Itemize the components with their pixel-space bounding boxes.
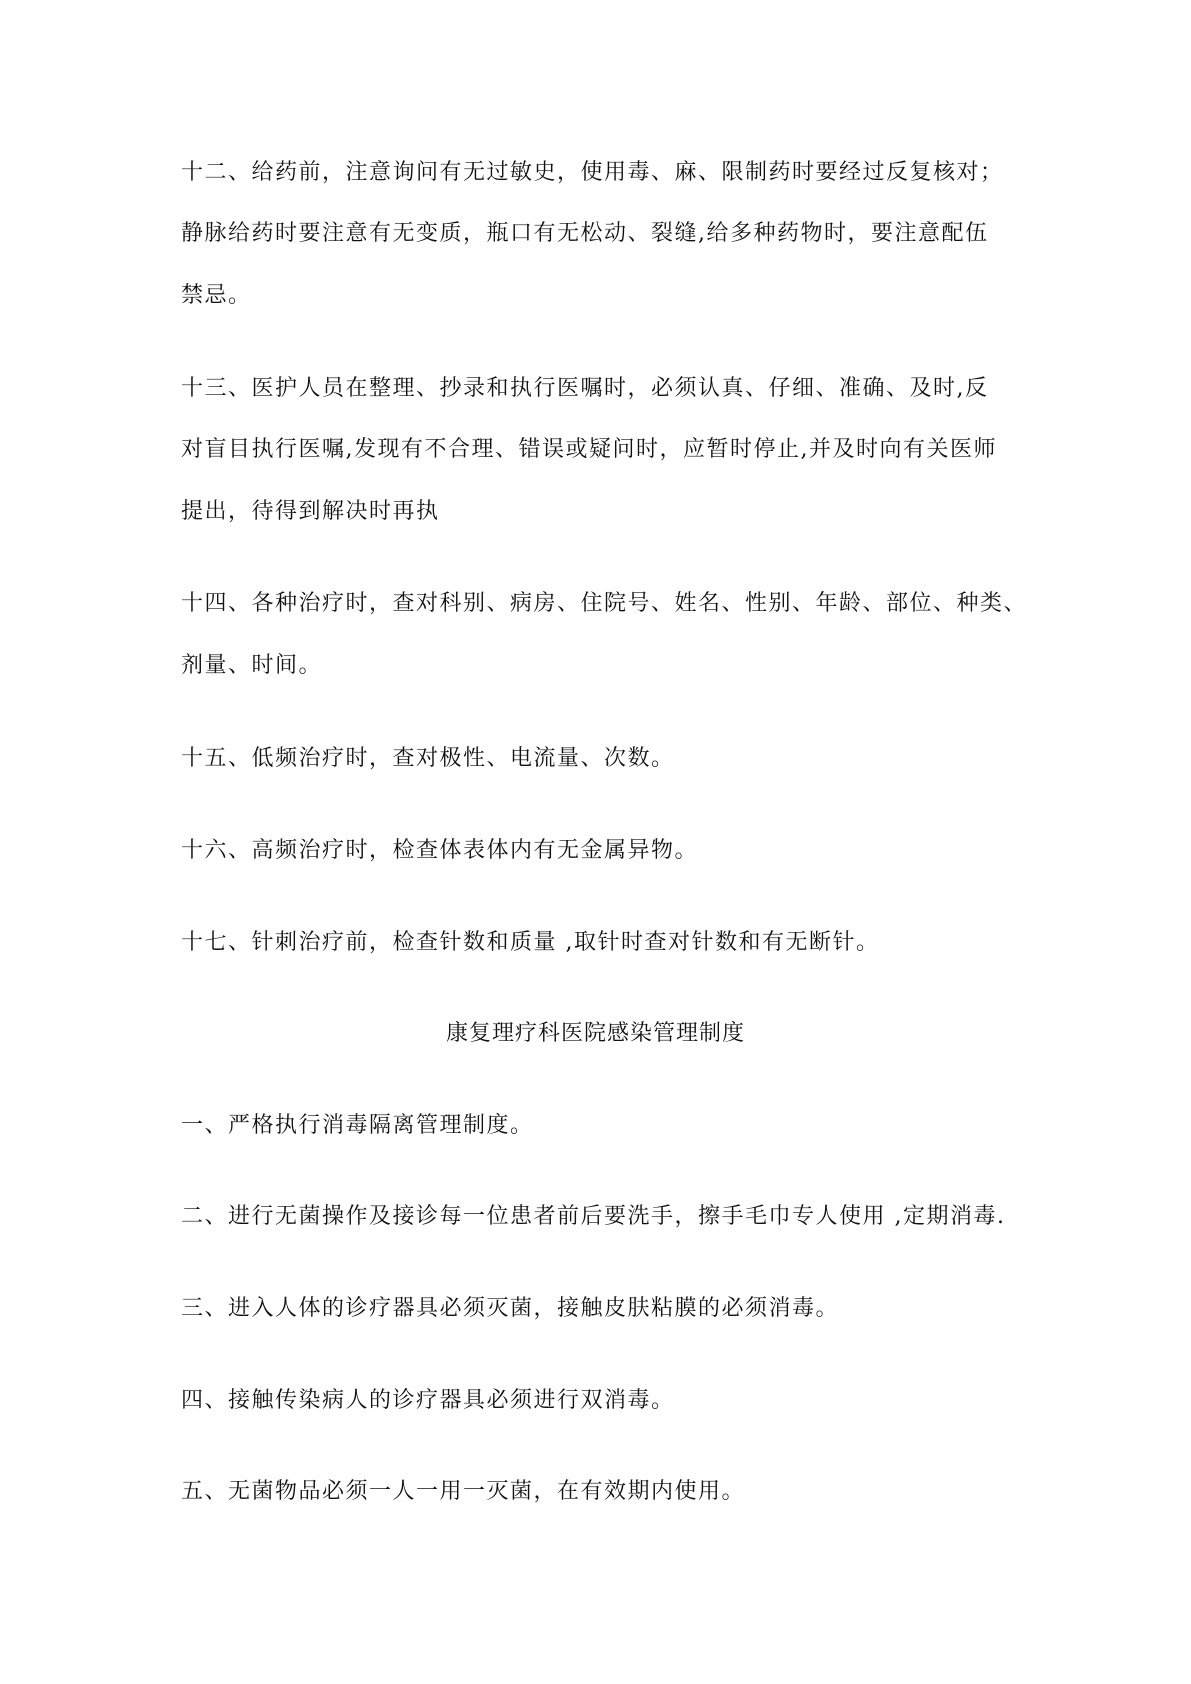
item-14-line-2: 剂量、时间。: [181, 653, 323, 678]
item-16: 十六、高频治疗时，检查体表体内有无金属异物。: [181, 838, 699, 863]
item-13-line-1: 十三、医护人员在整理、抄录和执行医嘱时，必须认真、仔细、准确、及时,反: [181, 376, 989, 401]
item-14-line-1: 十四、各种治疗时，查对科别、病房、住院号、姓名、性别、年龄、部位、种类、: [181, 591, 1028, 616]
item-13-line-3: 提出，待得到解决时再执: [181, 499, 440, 524]
item-12-line-2: 静脉给药时要注意有无变质，瓶口有无松动、裂缝,给多种药物时，要注意配伍: [181, 221, 989, 246]
item-12-line-3: 禁忌。: [181, 283, 252, 308]
item-17: 十七、针刺治疗前，检查针数和质量 ,取针时查对针数和有无断针。: [181, 930, 880, 955]
item-12-line-1: 十二、给药前，注意询问有无过敏史，使用毒、麻、限制药时要经过反复核对；: [181, 160, 1004, 185]
section-title: 康复理疗科医院感染管理制度: [445, 1021, 745, 1046]
item-13-line-2: 对盲目执行医嘱,发现有不合理、错误或疑问时，应暂时停止,并及时向有关医师: [181, 437, 997, 462]
rule-2: 二、进行无菌操作及接诊每一位患者前后要洗手，擦手毛巾专人使用 ,定期消毒.: [181, 1204, 1006, 1229]
rule-1: 一、严格执行消毒隔离管理制度。: [181, 1113, 534, 1138]
rule-4: 四、接触传染病人的诊疗器具必须进行双消毒。: [181, 1388, 675, 1413]
item-15: 十五、低频治疗时，查对极性、电流量、次数。: [181, 746, 675, 771]
rule-3: 三、进入人体的诊疗器具必须灭菌，接触皮肤粘膜的必须消毒。: [181, 1296, 840, 1321]
rule-5: 五、无菌物品必须一人一用一灭菌，在有效期内使用。: [181, 1479, 746, 1504]
